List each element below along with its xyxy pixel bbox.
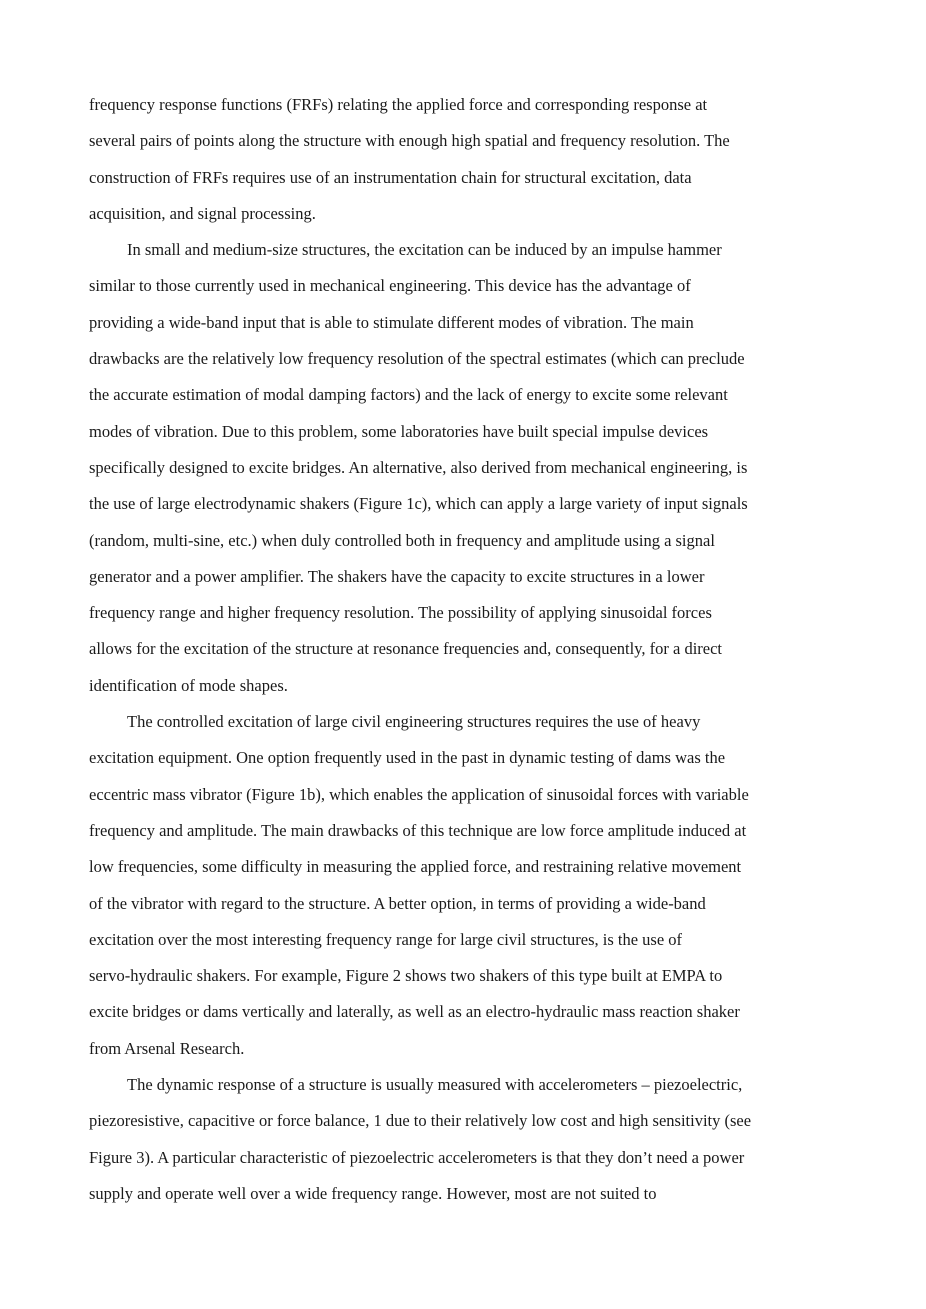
text-line: excitation equipment. One option frequently used in the past in dynamic testing of dams was the [89,748,726,768]
text-line: drawbacks are the relatively low frequency resolution of the spectral estimates (which can preclude [89,349,745,369]
text-line: similar to those currently used in mechanical engineering. This device has the advantage of [89,276,691,296]
text-line: generator and a power amplifier. The shakers have the capacity to excite structures in a lower [89,566,705,586]
paragraph-impulse-hammer [89,232,841,704]
text-line: frequency response functions (FRFs) relating the applied force and corresponding response at [89,95,708,114]
paragraph-frf-intro [89,87,841,232]
paragraph-accelerometers [89,1067,841,1212]
text-line: the use of large electrodynamic shakers (Figure 1c), which can apply a large variety of input signals [89,494,748,514]
text-line: excite bridges or dams vertically and laterally, as well as an electro-hydraulic mass reaction shaker [89,1002,740,1022]
text-line: identification of mode shapes. [89,675,288,695]
text-line: The dynamic response of a structure is usually measured with accelerometers – piezoelectric, [127,1075,743,1095]
text-line: acquisition, and signal processing. [89,203,316,223]
text-line: The controlled excitation of large civil engineering structures requires the use of heavy [127,712,701,732]
text-line: eccentric mass vibrator (Figure 1b), which enables the application of sinusoidal forces with variable [89,784,749,804]
text-line: modes of vibration. Due to this problem, some laboratories have built special impulse devices [89,421,709,441]
text-line: supply and operate well over a wide frequency range. However, most are not suited to [89,1183,657,1203]
text-line: specifically designed to excite bridges. An alternative, also derived from mechanical engineering, is [89,457,748,477]
text-line: from Arsenal Research. [89,1038,245,1058]
text-line: servo-hydraulic shakers. For example, Figure 2 shows two shakers of this type built at EMPA to [89,966,723,986]
text-line: several pairs of points along the structure with enough high spatial and frequency resolution. The [89,131,730,151]
text-line: (random, multi-sine, etc.) when duly controlled both in frequency and amplitude using a signal [89,530,715,550]
document-body [89,87,841,1212]
paragraph-heavy-excitation [89,704,841,1067]
text-line: piezoresistive, capacitive or force balance, 1 due to their relatively low cost and high sensitivity (see [89,1111,752,1131]
text-line: In small and medium-size structures, the excitation can be induced by an impulse hammer [127,240,722,260]
text-line: the accurate estimation of modal damping factors) and the lack of energy to excite some relevant [89,385,728,405]
text-line: Figure 3). A particular characteristic of piezoelectric accelerometers is that they don’t need a power [89,1147,745,1167]
text-line: allows for the excitation of the structure at resonance frequencies and, consequently, for a direct [89,639,723,659]
text-line: of the vibrator with regard to the structure. A better option, in terms of providing a wide-band [89,893,706,913]
text-line: frequency and amplitude. The main drawbacks of this technique are low force amplitude induced at [89,820,747,840]
text-line: frequency range and higher frequency resolution. The possibility of applying sinusoidal forces [89,603,712,623]
text-line: construction of FRFs requires use of an instrumentation chain for structural excitation, data [89,167,692,187]
text-line: providing a wide-band input that is able to stimulate different modes of vibration. The main [89,312,694,332]
text-line: low frequencies, some difficulty in measuring the applied force, and restraining relative movement [89,857,742,877]
text-line: excitation over the most interesting frequency range for large civil structures, is the use of [89,929,683,949]
